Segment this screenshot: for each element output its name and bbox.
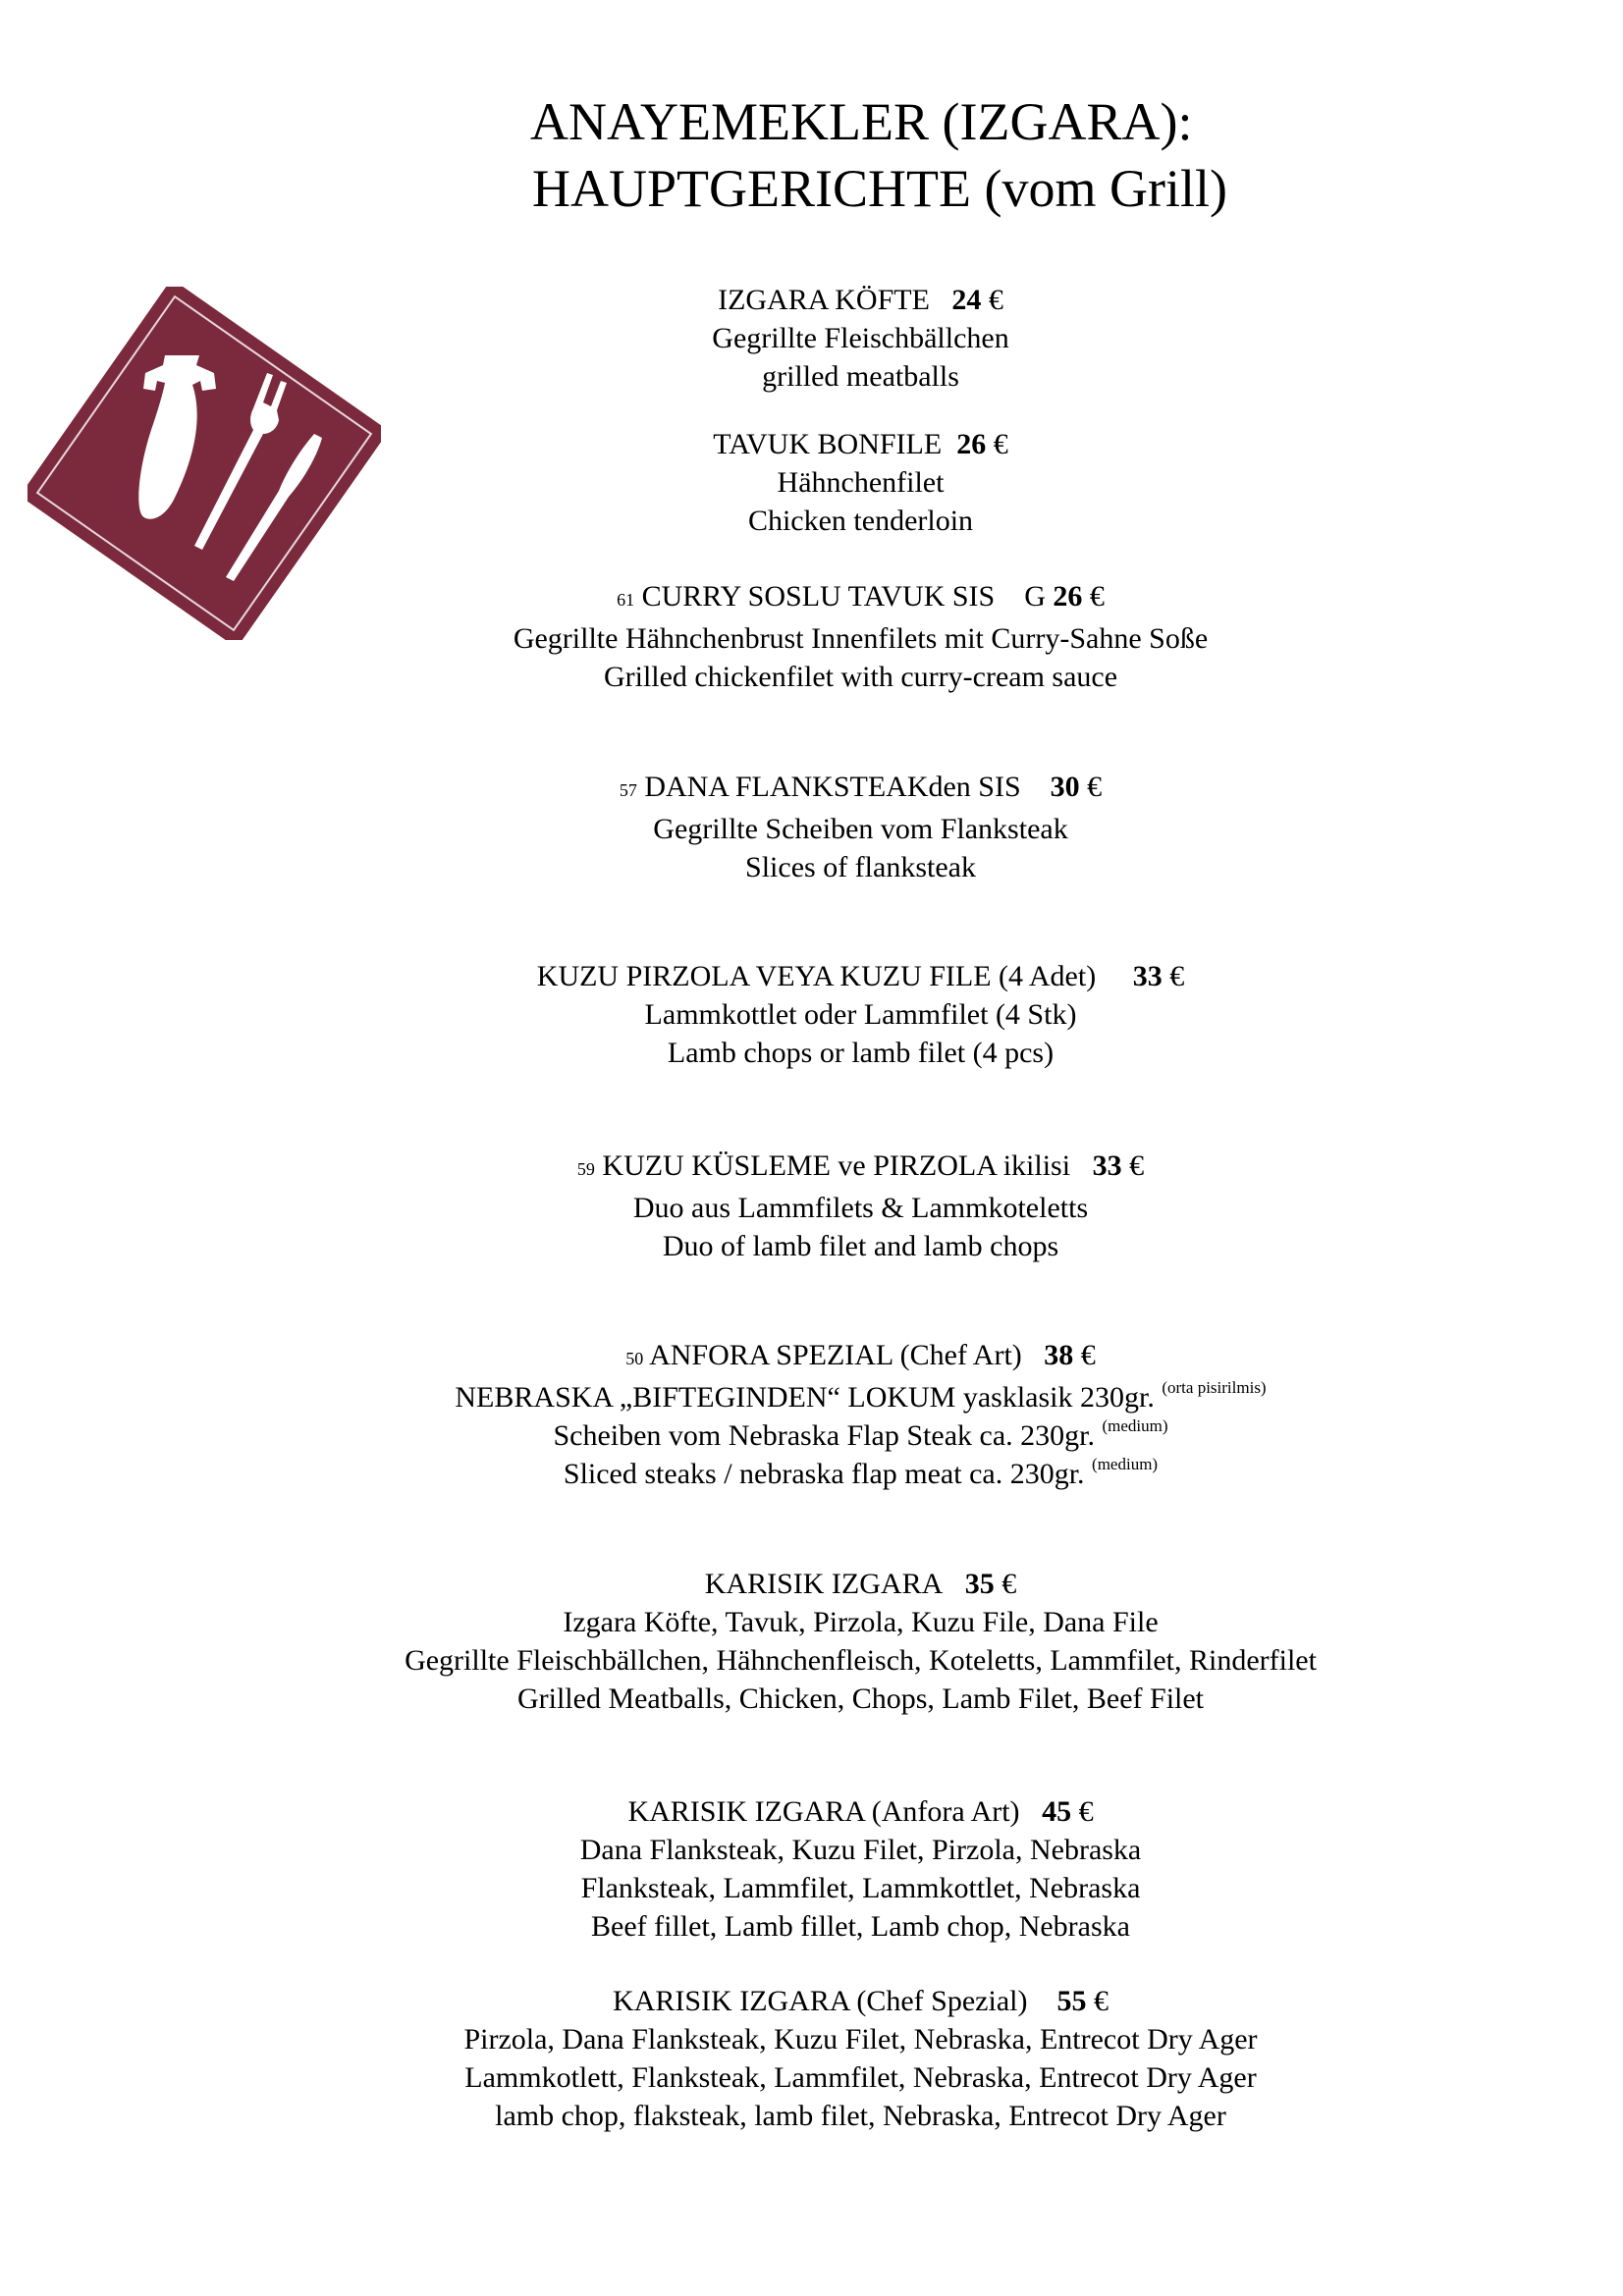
item-price: 45 [1042,1795,1072,1828]
item-price: 24 [951,284,982,316]
item-number: 50 [625,1349,644,1368]
note-text: NEBRASKA „BIFTEGINDEN“ LOKUM yasklasik 230gr. [455,1381,1155,1414]
doneness-note: (orta pisirilmis) [1162,1378,1267,1397]
item-name: IZGARA KÖFTE [718,284,930,316]
item-description-de [196,1416,1525,1455]
item-description-de: Lammkotlett, Flanksteak, Lammfilet, Nebraska, Entrecot Dry Ager [464,2061,1257,2094]
item-title [196,281,1525,319]
item-number: 59 [576,1159,595,1179]
title-german: HAUPTGERICHTE (vom Grill) [532,159,1227,218]
item-description-en [196,1455,1525,1493]
item-name: KUZU KÜSLEME ve PIRZOLA ikilisi [602,1149,1071,1182]
item-title [196,1565,1525,1603]
item-description-tr: Dana Flanksteak, Kuzu Filet, Pirzola, Nebraska [579,1834,1142,1866]
item-description-de: Flanksteak, Lammfilet, Lammkottlet, Nebraska [580,1872,1141,1904]
item-name: KARISIK IZGARA (Anfora Art) [627,1795,1020,1828]
item-price: 55 [1056,1985,1087,2017]
item-price: 33 [1132,960,1163,992]
item-tag: G [1024,580,1046,613]
note-text: Scheiben vom Nebraska Flap Steak ca. 230gr. [553,1419,1095,1452]
note-text: Sliced steaks / nebraska flap meat ca. 230gr. [563,1458,1085,1490]
item-description-en: Grilled Meatballs, Chicken, Chops, Lamb Filet, Beef Filet [516,1682,1205,1715]
item-description-de: Gegrillte Scheiben vom Flanksteak [653,813,1068,845]
item-description-en: Slices of flanksteak [745,851,976,883]
item-description-de: Duo aus Lammfilets & Lammkoteletts [632,1192,1089,1224]
page-title [530,88,1227,222]
title-turkish: ANAYEMEKLER (IZGARA): [530,92,1193,151]
currency-symbol: € [1169,960,1185,992]
item-description-en: Beef fillet, Lamb fillet, Lamb chop, Nebraska [591,1910,1130,1943]
item-title [196,1147,1525,1189]
item-description-de: Lammkottlet oder Lammfilet (4 Stk) [644,998,1077,1031]
currency-symbol: € [1001,1568,1017,1600]
doneness-note: (medium) [1102,1416,1168,1435]
item-title [196,1982,1525,2020]
item-price: 26 [956,428,987,460]
menu-item-curry-soslu-tavuk-sis [196,577,1525,696]
currency-symbol: € [993,428,1008,460]
menu-item-izgara-kofte [196,281,1525,396]
item-title [196,577,1525,619]
item-number: 61 [617,590,635,610]
menu-item-dana-flanksteak-sis [196,768,1525,886]
menu-item-karisik-izgara-chef-spezial [196,1982,1525,2135]
item-description-en: Lamb chops or lamb filet (4 pcs) [667,1037,1055,1069]
item-description-tr: Pirzola, Dana Flanksteak, Kuzu Filet, Nebraska, Entrecot Dry Ager [463,2023,1258,2056]
item-title [196,1336,1525,1378]
item-description-de: Hähnchenfilet [777,466,945,499]
item-price: 30 [1050,771,1080,803]
item-name: KARISIK IZGARA (Chef Spezial) [613,1985,1028,2017]
item-description-tr: Izgara Köfte, Tavuk, Pirzola, Kuzu File, Dana File [563,1606,1159,1638]
currency-symbol: € [1129,1149,1145,1182]
item-name: KARISIK IZGARA [704,1568,944,1600]
item-name: DANA FLANKSTEAKden SIS [644,771,1021,803]
item-name: KUZU PIRZOLA VEYA KUZU FILE (4 Adet) [536,960,1097,992]
item-title [196,425,1525,463]
item-price: 33 [1092,1149,1122,1182]
item-title [196,957,1525,995]
currency-symbol: € [1078,1795,1094,1828]
item-description-de: Gegrillte Fleischbällchen, Hähnchenfleisch, Koteletts, Lammfilet, Rinderfilet [405,1644,1317,1677]
item-title [196,768,1525,810]
item-name: TAVUK BONFILE [713,428,943,460]
item-name: ANFORA SPEZIAL (Chef Art) [649,1339,1022,1371]
currency-symbol: € [1093,1985,1109,2017]
item-description-en: Grilled chickenfilet with curry-cream sauce [603,661,1118,693]
currency-symbol: € [988,284,1003,316]
menu-item-anfora-spezial [196,1336,1525,1493]
item-title [196,1792,1525,1831]
item-description-de: Gegrillte Fleischbällchen [712,322,1009,354]
doneness-note: (medium) [1092,1455,1159,1473]
item-description-de: Gegrillte Hähnchenbrust Innenfilets mit Curry-Sahne Soße [513,622,1209,655]
menu-item-karisik-izgara-anfora-art [196,1792,1525,1946]
currency-symbol: € [1080,1339,1096,1371]
item-description-en: Chicken tenderloin [747,505,974,537]
currency-symbol: € [1087,771,1103,803]
menu-item-karisik-izgara [196,1565,1525,1718]
item-price: 35 [964,1568,995,1600]
item-number: 57 [619,780,637,800]
item-description-en: grilled meatballs [762,360,959,393]
item-description-tr [196,1378,1525,1416]
item-price: 26 [1053,580,1083,613]
menu-item-kuzu-pirzola [196,957,1525,1072]
item-description-en: lamb chop, flaksteak, lamb filet, Nebraska, Entrecot Dry Ager [495,2100,1226,2132]
item-name: CURRY SOSLU TAVUK SIS [641,580,996,613]
menu-item-tavuk-bonfile [196,425,1525,540]
item-description-en: Duo of lamb filet and lamb chops [662,1230,1059,1262]
item-price: 38 [1044,1339,1074,1371]
currency-symbol: € [1089,580,1105,613]
menu-item-kuzu-kusleme-pirzola [196,1147,1525,1265]
